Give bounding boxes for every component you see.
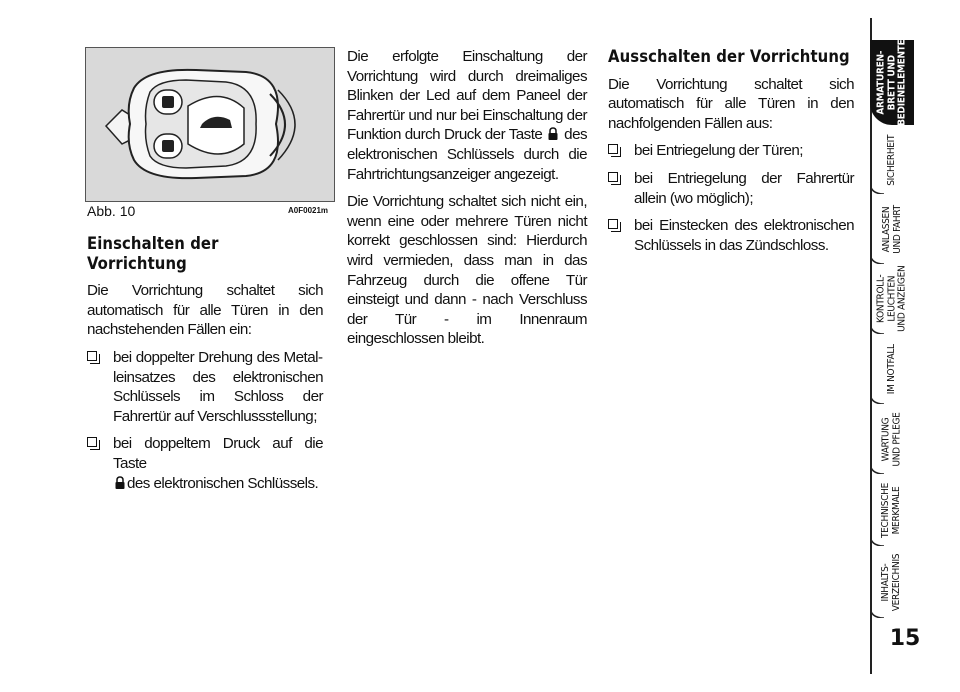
list-item — [87, 434, 323, 493]
tab-im-notfall[interactable] — [870, 334, 914, 404]
checkbox-bullet-icon — [87, 437, 97, 447]
tab-divider — [870, 606, 914, 618]
tab-label: KONTROLL- LEUCHTEN UND ANZEIGEN — [875, 265, 908, 333]
tab-label: WARTUNG UND PFLEGE — [880, 411, 902, 467]
bullet-text: bei doppeltem Druck auf die Taste — [113, 435, 323, 472]
bullet-text: bei Einstecken des elektronischen Schlüssels in das Zündschloss. — [634, 217, 854, 254]
right-intro: Die Vorrichtung schaltet sich automatisch für alle Türen in den nachfolgenden Fällen aus: — [608, 75, 854, 132]
checkbox-bullet-icon — [608, 144, 618, 154]
tab-label: TECHNISCHE MERKMALE — [880, 482, 902, 538]
tab-label: ARMATUREN- BRETT UND BEDIENELEMENTE — [875, 39, 908, 126]
checkbox-bullet-icon — [608, 219, 618, 229]
tab-divider — [870, 252, 914, 264]
middle-para-1 — [347, 47, 587, 184]
para1-text: Die erfolgte Einschaltung der Vorrichtung wird durch dreimaliges Blinken der Led auf dem Paneel der Fahrertür und nur bei Einschaltung der Funktion durch Druck der Taste — [347, 48, 587, 144]
heading-ausschalten: Ausschalten der Vorrichtung — [608, 47, 850, 66]
tab-inhaltsverzeichnis[interactable] — [870, 546, 914, 618]
tab-wartung[interactable] — [870, 404, 914, 474]
tab-technische-merkmale[interactable] — [870, 474, 914, 546]
key-fob-figure — [85, 47, 335, 202]
bullet-text: bei Entriegelung der Fahrertür allein (wo möglich); — [634, 169, 854, 207]
list-item — [608, 141, 854, 161]
bullet-text: bei doppelter Drehung des Metalleinsatzes des elektronischen Schlüssels im Schloss der Fahrertür auf Verschlussstellung; — [113, 348, 323, 425]
list-item — [608, 169, 854, 208]
page-number: 15 — [889, 626, 921, 651]
heading-einschalten: Einschalten der Vorrichtung — [87, 234, 219, 273]
tab-label: SICHERHEIT — [885, 134, 897, 186]
tab-divider — [870, 392, 914, 404]
tab-divider — [870, 182, 914, 194]
para1-text-cont: des elektronischen Schlüssels durch die Fahrtrichtungsanzeiger angezeigt. — [347, 126, 588, 183]
tab-divider — [870, 534, 914, 546]
tab-label: ANLASSEN UND FAHRT — [880, 204, 903, 254]
tab-label: INHALTS- VERZEICHNIS — [880, 553, 902, 611]
checkbox-bullet-icon — [608, 172, 618, 182]
tab-kontrollleuchten[interactable] — [870, 264, 914, 334]
tab-label: IM NOTFALL — [885, 343, 897, 395]
figure-code: A0F0021m — [288, 206, 329, 215]
middle-para-2: Die Vorrichtung schaltet sich nicht ein, wenn eine oder mehrere Türen nicht korrekt geschlossen sind: Hierdurch wird vermieden, dass man in das Fahrzeug durch die offene Tür einsteigt und dann - nach Verschluss der Tür - im Innenraum eingeschlossen bleibt. — [347, 193, 587, 348]
bullet-text-suffix: des elektronischen Schlüssels. — [127, 474, 319, 492]
figure-caption: Abb. 10 — [87, 203, 136, 219]
tab-divider — [870, 322, 914, 334]
tab-anlassen[interactable] — [870, 194, 914, 264]
lock-icon — [548, 127, 558, 140]
right-column — [608, 47, 854, 263]
checkbox-bullet-icon — [87, 351, 97, 361]
tab-divider — [870, 462, 914, 474]
middle-column — [347, 47, 587, 357]
tab-armaturenbrett[interactable] — [870, 40, 914, 125]
list-item — [87, 348, 323, 426]
electronic-key-illustration — [86, 48, 334, 201]
left-intro: Die Vorrichtung schaltet sich automatisch für alle Türen in den nachstehenden Fällen ein: — [87, 282, 323, 339]
tab-sicherheit[interactable] — [870, 126, 914, 194]
left-column — [87, 234, 323, 501]
bullet-text: bei Entriegelung der Türen; — [634, 142, 803, 160]
list-item — [608, 216, 854, 255]
lock-icon — [115, 476, 125, 489]
